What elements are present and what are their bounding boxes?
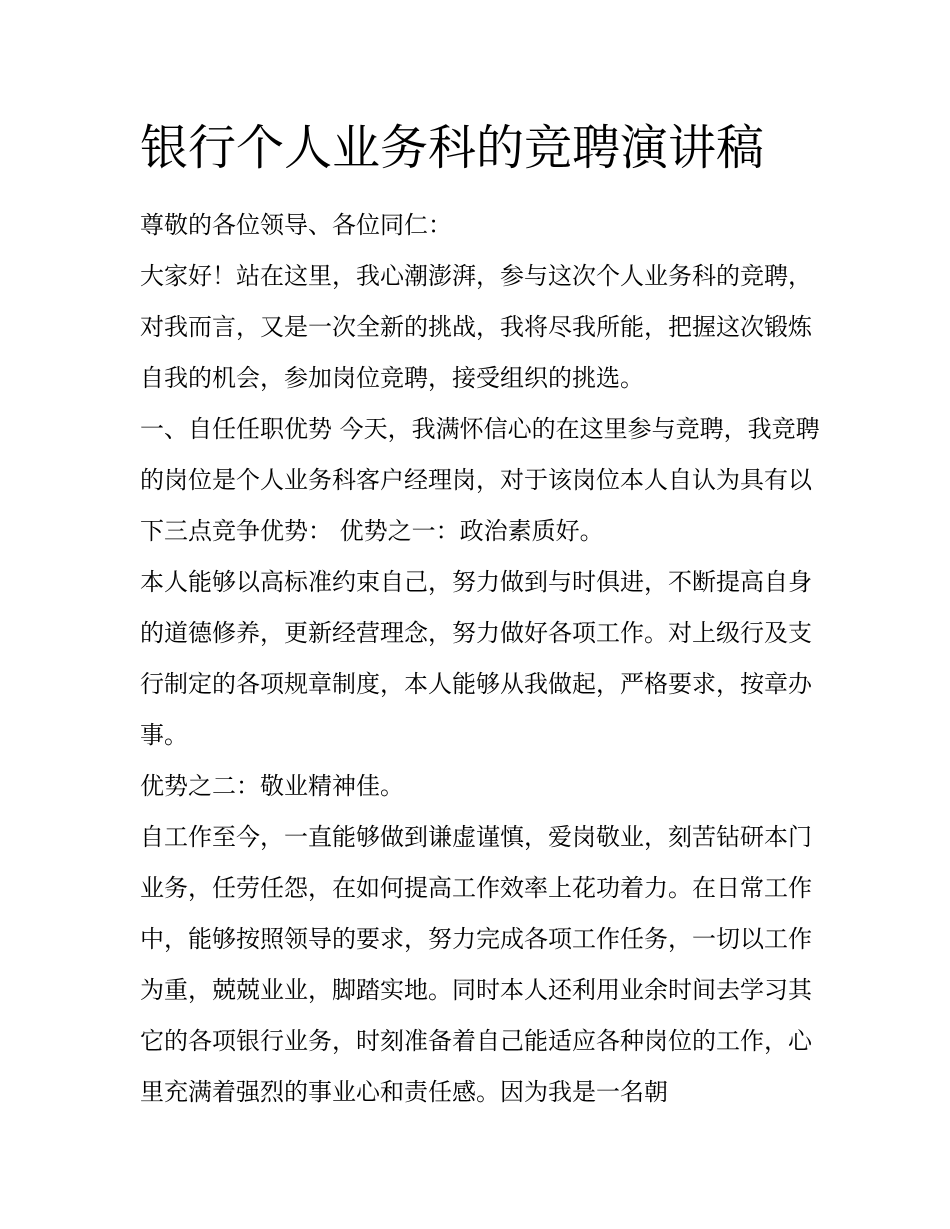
- paragraph-advantage-two-heading: 优势之二：敬业精神佳。: [140, 772, 404, 800]
- document-body: [140, 200, 820, 1118]
- paragraph-advantages-heading: 一、自任任职优势 今天，我满怀信心的在这里参与竞聘，我竞聘的岗位是个人业务科客户经理岗，对于该岗位本人自认为具有以下三点竞争优势： 优势之一：政治素质好。: [140, 415, 820, 545]
- paragraph-intro: 大家好！站在这里，我心潮澎湃，参与这次个人业务科的竞聘，对我而言，又是一次全新的挑战，我将尽我所能，把握这次锻炼自我的机会，参加岗位竞聘，接受组织的挑选。: [140, 262, 812, 392]
- document-title: 银行个人业务科的竞聘演讲稿: [140, 120, 765, 176]
- paragraph-greeting: 尊敬的各位领导、各位同仁：: [140, 211, 452, 239]
- paragraph-advantage-one: 本人能够以高标准约束自己，努力做到与时俱进，不断提高自身的道德修养，更新经营理念，努力做好各项工作。对上级行及支行制定的各项规章制度，本人能够从我做起，严格要求，按章办事。: [140, 568, 812, 749]
- paragraph-advantage-two: 自工作至今，一直能够做到谦虚谨慎，爱岗敬业，刻苦钻研本门业务，任劳任怨，在如何提高工作效率上花功着力。在日常工作中，能够按照领导的要求，努力完成各项工作任务，一切以工作为重，兢兢业业，脚踏实地。同时本人还利用业余时间去学习其它的各项银行业务，时刻准备着自己能适应各种岗位的工作，心里充满着强烈的事业心和责任感。因为我是一名朝: [140, 823, 812, 1106]
